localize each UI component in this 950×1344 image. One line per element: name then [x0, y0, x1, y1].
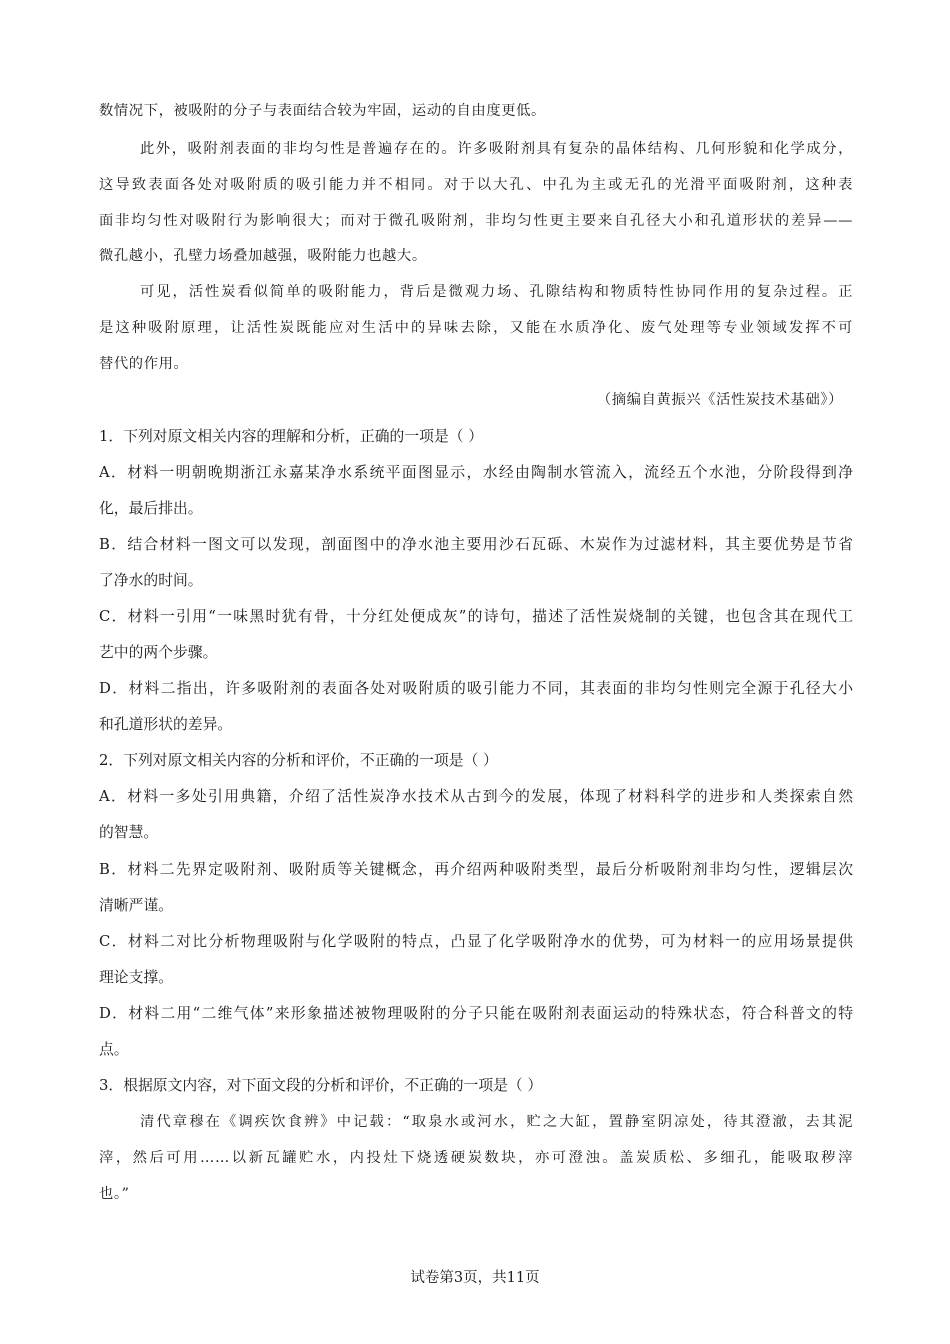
question-3-stem: 3．根据原文内容，对下面文段的分析和评价，不正确的一项是（ ）: [99, 1077, 543, 1094]
question-3-quote-line: 滓，然后可用……以新瓦罐贮水，内投灶下烧透硬炭数块，亦可澄浊。盖炭质松、多细孔，能吸取秽滓: [99, 1150, 853, 1166]
passage-line: 此外，吸附剂表面的非均匀性是普遍存在的。许多吸附剂具有复杂的晶体结构、几何形貌和化学成分，: [140, 141, 853, 157]
passage-line: 这导致表面各处对吸附质的吸引能力并不相同。对于以大孔、中孔为主或无孔的光滑平面吸附剂，这种表: [99, 177, 853, 193]
question-2-option-c[interactable]: C．材料二对比分析物理吸附与化学吸附的特点，凸显了化学吸附净水的优势，可为材料一的应用场景提供: [99, 933, 853, 950]
passage-line: 可见，活性炭看似简单的吸附能力，背后是微观力场、孔隙结构和物质特性协同作用的复杂过程。正: [140, 284, 853, 300]
question-2-option-d-cont: 点。: [99, 1041, 129, 1058]
passage-source: （摘编自黄振兴《活性炭技术基础》）: [596, 392, 843, 408]
passage-line: 替代的作用。: [99, 356, 189, 372]
question-2-option-d[interactable]: D．材料二用“二维气体”来形象描述被物理吸附的分子只能在吸附剂表面运动的特殊状态，符合科普文的特: [99, 1005, 853, 1022]
question-2-option-a-cont: 的智慧。: [99, 824, 159, 841]
passage-line: 微孔越小，孔壁力场叠加越强，吸附能力也越大。: [99, 248, 427, 264]
question-2-stem: 2．下列对原文相关内容的分析和评价，不正确的一项是（ ）: [99, 752, 498, 769]
question-3-quote-line: 清代章穆在《调疾饮食辨》中记载：“取泉水或河水，贮之大缸，置静室阴凉处，待其澄澈，去其泥: [140, 1114, 853, 1130]
question-1-stem: 1．下列对原文相关内容的理解和分析，正确的一项是（ ）: [99, 428, 484, 445]
question-3-quote-line: 也。”: [99, 1186, 130, 1202]
question-1-option-d-cont: 和孔道形状的差异。: [99, 716, 233, 733]
passage-line: 数情况下，被吸附的分子与表面结合较为牢固，运动的自由度更低。: [99, 103, 546, 119]
passage-line: 是这种吸附原理，让活性炭既能应对生活中的异味去除，又能在水质净化、废气处理等专业领域发挥不可: [99, 320, 853, 336]
question-1-option-d[interactable]: D．材料二指出，许多吸附剂的表面各处对吸附质的吸引能力不同，其表面的非均匀性则完全源于孔径大小: [99, 680, 853, 697]
question-2-option-b-cont: 清晰严谨。: [99, 897, 173, 914]
question-1-option-b[interactable]: B．结合材料一图文可以发现，剖面图中的净水池主要用沙石瓦砾、木炭作为过滤材料，其主要优势是节省: [99, 536, 853, 553]
question-2-option-c-cont: 理论支撑。: [99, 969, 173, 986]
question-1-option-b-cont: 了净水的时间。: [99, 572, 203, 589]
question-2-option-b[interactable]: B．材料二先界定吸附剂、吸附质等关键概念，再介绍两种吸附类型，最后分析吸附剂非均匀性，逻辑层次: [99, 861, 853, 878]
question-1-option-a-cont: 化，最后排出。: [99, 500, 203, 517]
question-1-option-a[interactable]: A．材料一明朝晚期浙江永嘉某净水系统平面图显示，水经由陶制水管流入，流经五个水池，分阶段得到净: [99, 464, 853, 481]
page-footer: 试卷第3页，共11页: [410, 1270, 540, 1286]
question-1-option-c-cont: 艺中的两个步骤。: [99, 644, 218, 661]
passage-line: 面非均匀性对吸附行为影响很大；而对于微孔吸附剂，非均匀性更主要来自孔径大小和孔道形状的差异——: [99, 213, 853, 229]
question-1-option-c[interactable]: C．材料一引用“一味黑时犹有骨，十分红处便成灰”的诗句，描述了活性炭烧制的关键，也包含其在现代工: [99, 608, 853, 625]
question-2-option-a[interactable]: A．材料一多处引用典籍，介绍了活性炭净水技术从古到今的发展，体现了材料科学的进步和人类探索自然: [99, 788, 853, 805]
